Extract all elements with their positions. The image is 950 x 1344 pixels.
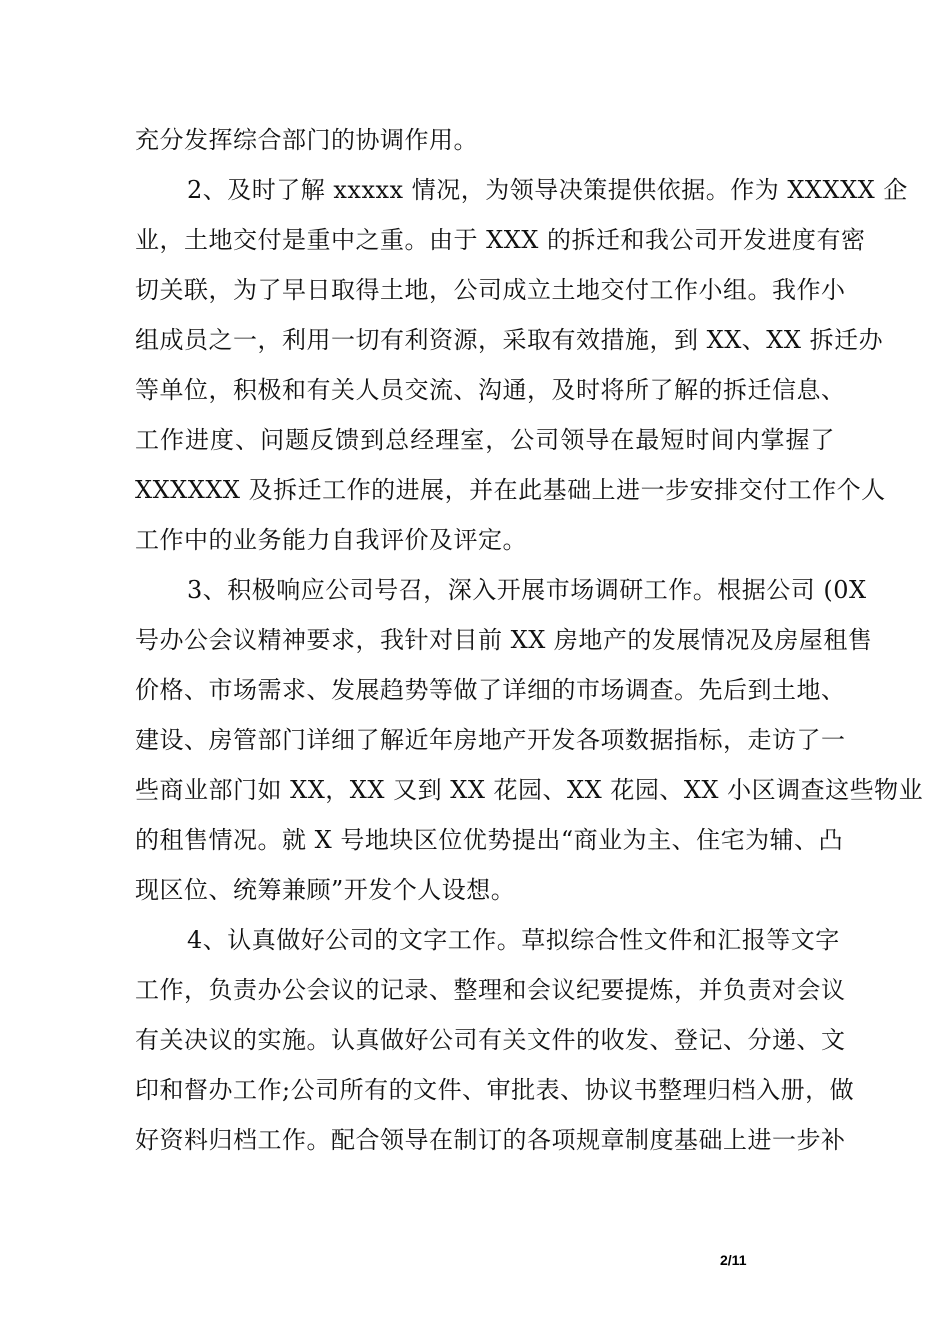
page-number: 2/11	[720, 1252, 747, 1268]
text-line: 好资料归档工作。配合领导在制订的各项规章制度基础上进一步补	[135, 1126, 846, 1154]
text-line: 业，土地交付是重中之重。由于 XXX 的拆迁和我公司开发进度有密	[135, 226, 866, 254]
paragraph-3-line: 3、积极响应公司号召，深入开展市场调研工作。根据公司 (0X	[187, 576, 867, 604]
text-line: 工作，负责办公会议的记录、整理和会议纪要提炼，并负责对会议	[135, 976, 846, 1004]
paragraph-4-line: 4、认真做好公司的文字工作。草拟综合性文件和汇报等文字	[187, 926, 840, 954]
text-line: 切关联，为了早日取得土地，公司成立土地交付工作小组。我作小	[135, 276, 846, 304]
text-line: XXXXXX 及拆迁工作的进展，并在此基础上进一步安排交付工作个人	[135, 476, 886, 504]
text-line: 些商业部门如 XX，XX 又到 XX 花园、XX 花园、XX 小区调查这些物业	[135, 776, 924, 804]
paragraph-2-line: 2、及时了解 xxxxx 情况，为领导决策提供依据。作为 XXXXX 企	[187, 176, 908, 204]
text-line: 印和督办工作;公司所有的文件、审批表、协议书整理归档入册，做	[135, 1076, 855, 1104]
text-line: 充分发挥综合部门的协调作用。	[135, 126, 478, 154]
text-line: 组成员之一，利用一切有利资源，采取有效措施，到 XX、XX 拆迁办	[135, 326, 884, 354]
text-line: 价格、市场需求、发展趋势等做了详细的市场调查。先后到土地、	[135, 676, 846, 704]
text-line: 的租售情况。就 X 号地块区位优势提出“商业为主、住宅为辅、凸	[135, 826, 844, 854]
text-line: 建设、房管部门详细了解近年房地产开发各项数据指标，走访了一	[135, 726, 846, 754]
text-line: 工作进度、问题反馈到总经理室，公司领导在最短时间内掌握了	[135, 426, 835, 454]
text-line: 现区位、统筹兼顾”开发个人设想。	[135, 876, 516, 904]
text-line: 号办公会议精神要求，我针对目前 XX 房地产的发展情况及房屋租售	[135, 626, 873, 654]
text-line: 等单位，积极和有关人员交流、沟通，及时将所了解的拆迁信息、	[135, 376, 846, 404]
body-text	[135, 115, 924, 1165]
text-line: 工作中的业务能力自我评价及评定。	[135, 526, 527, 554]
text-line: 有关决议的实施。认真做好公司有关文件的收发、登记、分递、文	[135, 1026, 846, 1054]
